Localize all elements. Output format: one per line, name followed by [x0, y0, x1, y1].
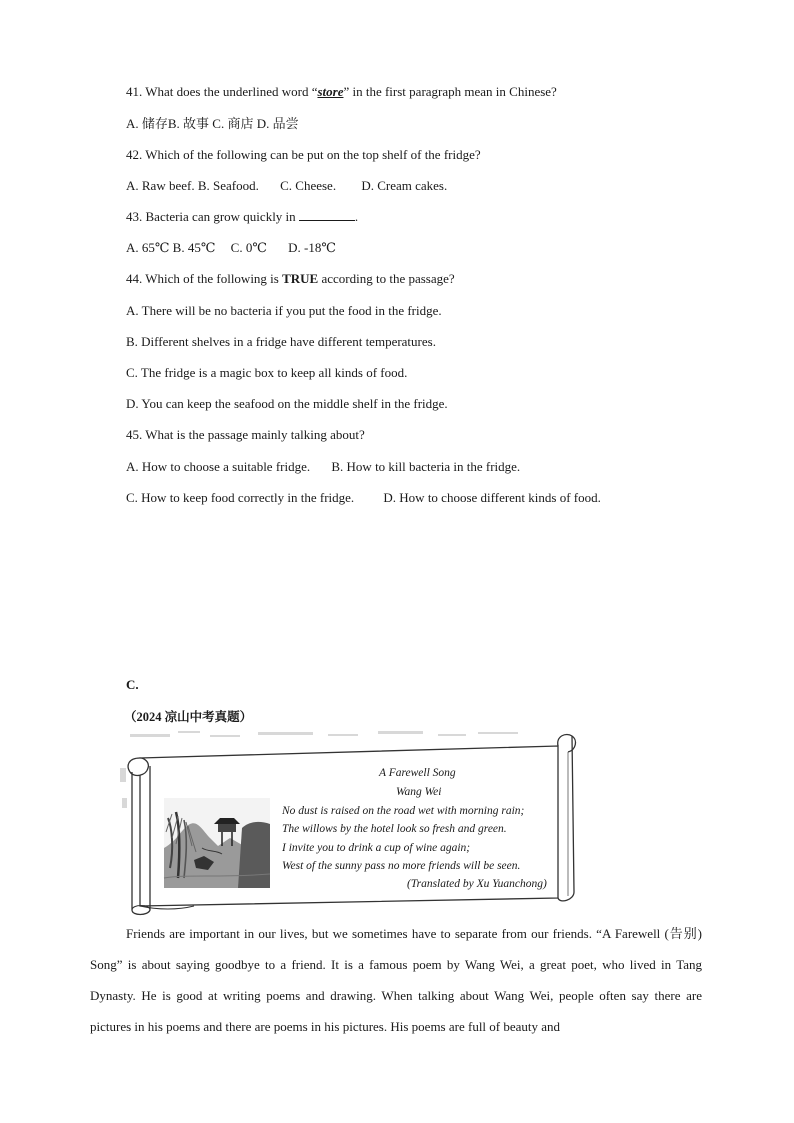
q44-option-a: A. There will be no bacteria if you put the food in the fridge. [126, 303, 442, 318]
question-45-stem: 45. What is the passage mainly talking about? [126, 427, 365, 442]
q41-stem-text: 41. What does the underlined word “ [126, 84, 318, 99]
poem-translator: (Translated by Xu Yuanchong) [407, 878, 547, 890]
q41-stem-text-end: ” in the first paragraph mean in Chinese? [343, 84, 557, 99]
question-43-stem [126, 209, 358, 225]
question-41-stem [126, 84, 557, 100]
poem-line-2: The willows by the hotel look so fresh and green. [282, 823, 507, 835]
question-45-options-ab [126, 459, 520, 475]
q45-option-a: A. How to choose a suitable fridge. [126, 459, 311, 474]
section-c-label: C. [126, 677, 139, 692]
q45-option-d: D. How to choose different kinds of food. [383, 490, 601, 505]
q42-option-d: D. Cream cakes. [361, 178, 448, 193]
q44-option-d: D. You can keep the seafood on the middle shelf in the fridge. [126, 396, 448, 411]
q43-blank [299, 209, 355, 221]
ink-painting-image [164, 798, 270, 888]
poem-author: Wang Wei [396, 786, 442, 798]
q41-underlined-word: store [317, 84, 344, 99]
q44-stem-text: 44. Which of the following is [126, 271, 283, 286]
q44-option-b: B. Different shelves in a fridge have different temperatures. [126, 334, 436, 349]
question-44-stem [126, 271, 455, 287]
question-41-options: A. 储存B. 故事 C. 商店 D. 品尝 [126, 116, 299, 131]
q43-period: . [354, 209, 359, 224]
scroll-right-roll [558, 734, 576, 752]
q45-option-b: B. How to kill bacteria in the fridge. [331, 459, 521, 474]
question-42-stem: 42. Which of the following can be put on the top shelf of the fridge? [126, 147, 481, 162]
q43-stem-text: 43. Bacteria can grow quickly in [126, 209, 299, 224]
q43-option-ab: A. 65℃ B. 45℃ [126, 240, 216, 255]
q44-bold-word: TRUE [282, 271, 319, 286]
q44-option-c: C. The fridge is a magic box to keep all kinds of food. [126, 365, 408, 380]
question-43-options [126, 240, 336, 256]
reading-passage [90, 918, 702, 1042]
section-c-source: （2024 凉山中考真题） [124, 710, 253, 724]
poem-line-3: I invite you to drink a cup of wine again; [282, 842, 471, 854]
q44-stem-text-end: according to the passage? [318, 271, 455, 286]
q42-option-ab: A. Raw beef. B. Seafood. [126, 178, 259, 193]
question-42-options [126, 178, 447, 194]
passage-paragraph-1: Friends are important in our lives, but we sometimes have to separate from our friends. “A Farewell (告别) Song” is about saying goodbye to a friend. It is a famous poem by Wang Wei, a great poet, who lived in Tang Dynasty. He is good at writing poems and drawing. When talking about Wang Wei, people often say there are pictures in his poems and there are poems in his pictures. His poems are full of beauty and [90, 926, 702, 1034]
question-45-options-cd [126, 490, 601, 506]
poem-title: A Farewell Song [379, 767, 456, 779]
q45-option-c: C. How to keep food correctly in the fridge. [126, 490, 355, 505]
q43-option-d: D. -18℃ [288, 240, 336, 255]
poem-line-1: No dust is raised on the road wet with morning rain; [282, 805, 525, 817]
q42-option-c: C. Cheese. [280, 178, 337, 193]
poem-line-4: West of the sunny pass no more friends will be seen. [282, 860, 521, 872]
q43-option-c: C. 0℃ [230, 240, 267, 255]
